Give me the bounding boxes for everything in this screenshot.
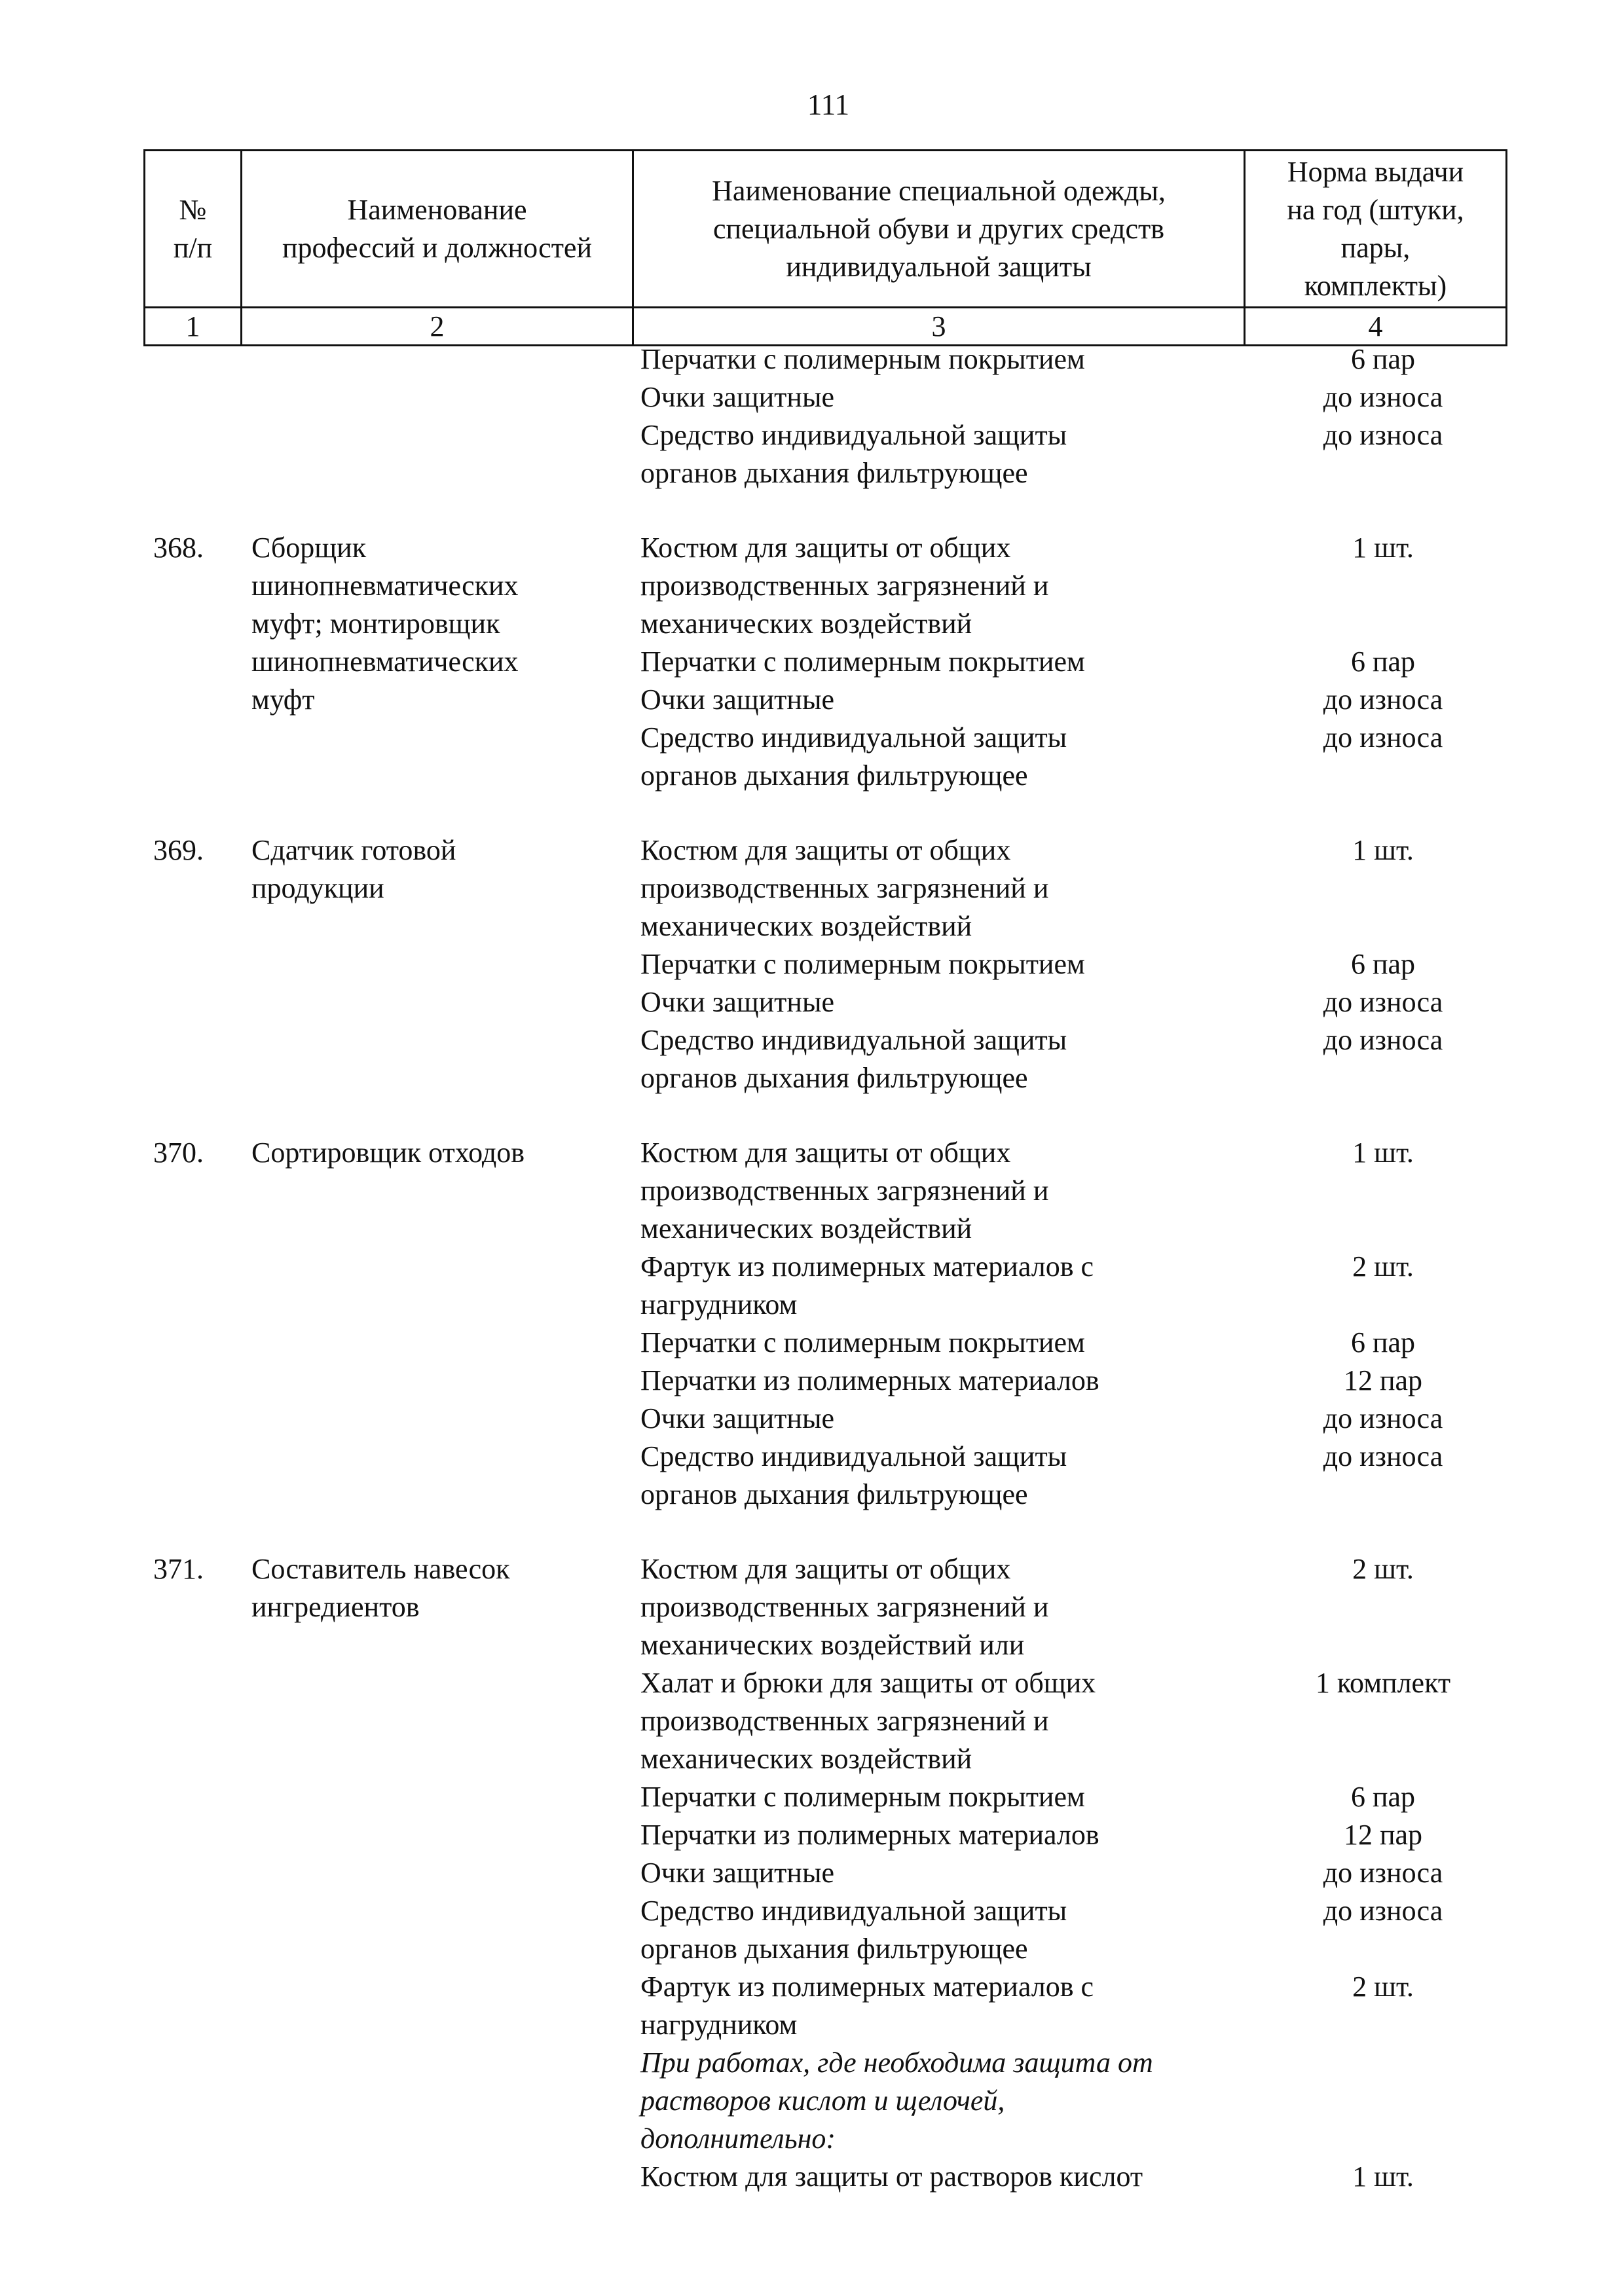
header-col-norm [1245, 151, 1507, 308]
issue-norm: 6 пар [1350, 646, 1416, 678]
issue-norm: 6 пар [1350, 1326, 1416, 1358]
header-col3-line: специальной обуви и других средств [712, 212, 1165, 245]
issue-norm: до износа [1323, 1440, 1443, 1472]
equipment-item: Костюм для защиты от общих [640, 532, 1011, 564]
profession-name: муфт [251, 683, 315, 716]
equipment-item: Средство индивидуальной защиты [640, 1895, 1067, 1927]
equipment-item: Очки защитные [640, 381, 835, 413]
equipment-item: Фартук из полимерных материалов с [640, 1250, 1094, 1283]
equipment-item: Фартук из полимерных материалов с [640, 1971, 1094, 2003]
issue-norm: до износа [1323, 1895, 1443, 1927]
equipment-item: производственных загрязнений и [640, 1175, 1049, 1207]
equipment-item: Средство индивидуальной защиты [640, 721, 1067, 754]
equipment-item: органов дыхания фильтрующее [640, 457, 1028, 489]
header-col3-line: Наименование специальной одежды, [712, 174, 1166, 207]
equipment-item: органов дыхания фильтрующее [640, 1062, 1028, 1094]
column-number-2: 2 [242, 308, 633, 346]
header-col2-line: Наименование [347, 193, 527, 226]
equipment-item: механических воздействий [640, 1212, 972, 1245]
header-col3-line: индивидуальной защиты [786, 250, 1092, 283]
equipment-item: Средство индивидуальной защиты [640, 1024, 1067, 1056]
profession-name: ингредиентов [251, 1591, 420, 1623]
issue-norm: 2 шт. [1352, 1553, 1414, 1585]
profession-name: муфт; монтировщик [251, 608, 500, 640]
header-col-number [145, 151, 242, 308]
profession-name: Сортировщик отходов [251, 1137, 525, 1169]
item-number: 371. [153, 1553, 204, 1585]
equipment-item: нагрудником [640, 1288, 798, 1321]
equipment-item: Очки защитные [640, 1857, 835, 1889]
issue-norm: 6 пар [1350, 948, 1416, 980]
equipment-item: Костюм для защиты от растворов кислот [640, 2160, 1143, 2193]
equipment-item: При работах, где необходима защита от [640, 2047, 1153, 2079]
equipment-item: Перчатки с полимерным покрытием [640, 646, 1085, 678]
table-header [143, 149, 1507, 346]
issue-norm: до износа [1323, 1402, 1443, 1434]
equipment-item: дополнительно: [640, 2123, 836, 2155]
equipment-item: механических воздействий [640, 910, 972, 942]
header-col4-line: комплекты) [1304, 269, 1447, 302]
equipment-item: растворов кислот и щелочей, [640, 2085, 1005, 2117]
equipment-item: Очки защитные [640, 683, 835, 716]
header-col2-line: профессий и должностей [282, 231, 593, 264]
profession-name: Составитель навесок [251, 1553, 510, 1585]
item-number: 368. [153, 532, 204, 564]
equipment-item: Очки защитные [640, 1402, 835, 1434]
header-col4-line: Норма выдачи [1287, 155, 1464, 188]
equipment-item: Перчатки с полимерным покрытием [640, 343, 1085, 375]
item-number: 369. [153, 834, 204, 866]
profession-name: Сборщик [251, 532, 367, 564]
issue-norm: до износа [1323, 1024, 1443, 1056]
equipment-item: Костюм для защиты от общих [640, 1137, 1011, 1169]
equipment-item: нагрудником [640, 2009, 798, 2041]
equipment-item: Перчатки с полимерным покрытием [640, 948, 1085, 980]
header-col-profession [242, 151, 633, 308]
equipment-item: Средство индивидуальной защиты [640, 419, 1067, 451]
profession-name: шинопневматических [251, 570, 519, 602]
equipment-item: Очки защитные [640, 986, 835, 1018]
equipment-item: Средство индивидуальной защиты [640, 1440, 1067, 1472]
equipment-item: органов дыхания фильтрующее [640, 1933, 1028, 1965]
issue-norm: до износа [1323, 683, 1443, 716]
header-col1-line: п/п [173, 231, 213, 264]
equipment-item: Перчатки из полимерных материалов [640, 1364, 1099, 1396]
issue-norm: 6 пар [1350, 1781, 1416, 1813]
profession-name: Сдатчик готовой [251, 834, 456, 866]
equipment-item: Костюм для защиты от общих [640, 834, 1011, 866]
issue-norm: 12 пар [1343, 1819, 1423, 1851]
profession-name: продукции [251, 872, 384, 904]
equipment-item: Перчатки с полимерным покрытием [640, 1326, 1085, 1358]
equipment-item: Перчатки с полимерным покрытием [640, 1781, 1085, 1813]
equipment-item: механических воздействий или [640, 1629, 1025, 1661]
header-col4-line: пары, [1340, 231, 1411, 264]
issue-norm: 1 шт. [1352, 834, 1414, 866]
equipment-item: производственных загрязнений и [640, 1705, 1049, 1737]
column-number-4: 4 [1245, 308, 1507, 346]
issue-norm: 1 шт. [1352, 532, 1414, 564]
equipment-item: Перчатки из полимерных материалов [640, 1819, 1099, 1851]
issue-norm: 6 пар [1350, 343, 1416, 375]
issue-norm: 2 шт. [1352, 1250, 1414, 1283]
equipment-item: механических воздействий [640, 1743, 972, 1775]
issue-norm: 1 комплект [1315, 1667, 1451, 1699]
item-number: 370. [153, 1137, 204, 1169]
column-number-3: 3 [633, 308, 1245, 346]
issue-norm: до износа [1323, 986, 1443, 1018]
header-col1-line: № [179, 193, 207, 226]
issue-norm: до износа [1323, 419, 1443, 451]
equipment-item: производственных загрязнений и [640, 1591, 1049, 1623]
equipment-item: органов дыхания фильтрующее [640, 1478, 1028, 1510]
equipment-item: производственных загрязнений и [640, 570, 1049, 602]
equipment-item: Костюм для защиты от общих [640, 1553, 1011, 1585]
header-col4-line: на год (штуки, [1287, 193, 1464, 226]
header-col-equipment [633, 151, 1245, 308]
issue-norm: 2 шт. [1352, 1971, 1414, 2003]
equipment-item: Халат и брюки для защиты от общих [640, 1667, 1096, 1699]
issue-norm: 1 шт. [1352, 1137, 1414, 1169]
equipment-item: органов дыхания фильтрующее [640, 759, 1028, 792]
issue-norm: 1 шт. [1352, 2160, 1414, 2193]
column-number-1: 1 [145, 308, 242, 346]
equipment-item: производственных загрязнений и [640, 872, 1049, 904]
issue-norm: до износа [1323, 721, 1443, 754]
page-number: 111 [807, 88, 850, 121]
equipment-item: механических воздействий [640, 608, 972, 640]
profession-name: шинопневматических [251, 646, 519, 678]
issue-norm: до износа [1323, 381, 1443, 413]
issue-norm: до износа [1323, 1857, 1443, 1889]
issue-norm: 12 пар [1343, 1364, 1423, 1396]
